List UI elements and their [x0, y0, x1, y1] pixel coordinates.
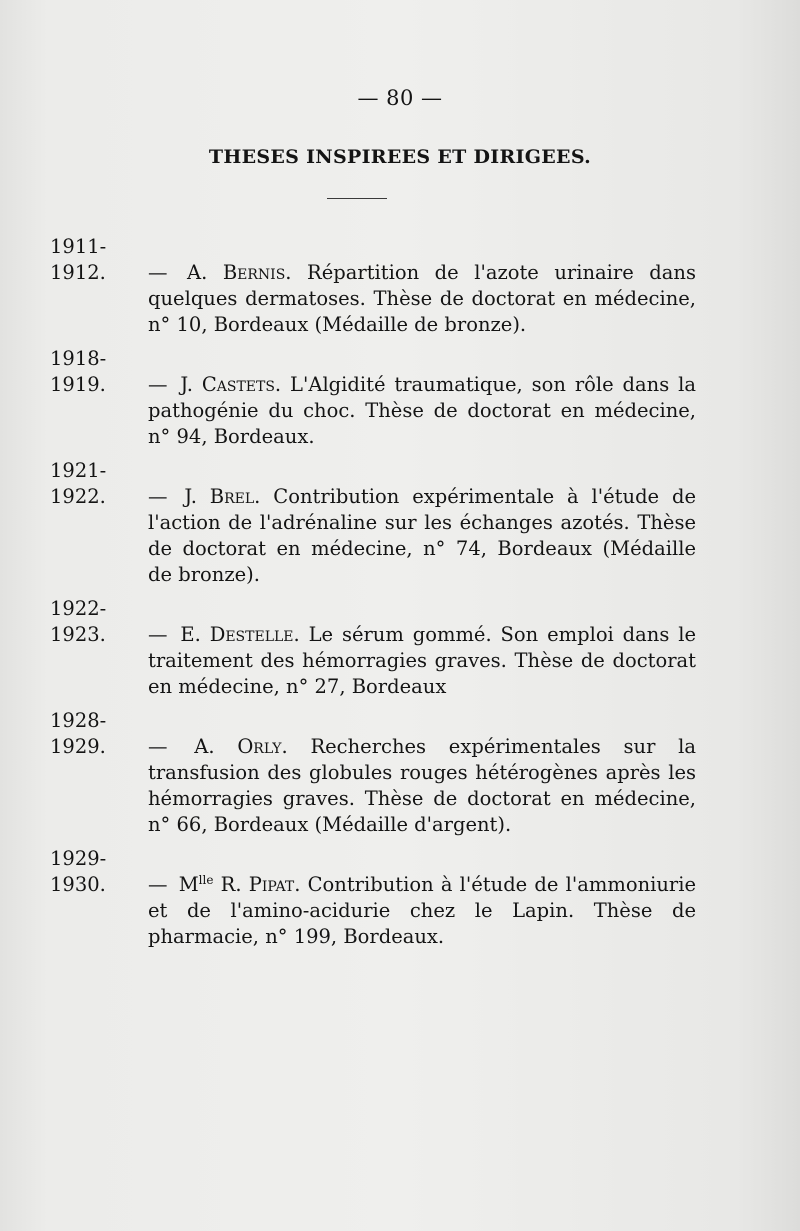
entry-initial: E.	[180, 623, 201, 646]
entry-author: Orly.	[237, 735, 288, 758]
entry-years: 1929-1930.	[50, 847, 107, 896]
entry-text: Contribution à l'étude de l'ammoniurie et de l'amino-acidurie chez le Lapin. Thèse de pharmacie, n° 199, Bordeaux.	[148, 873, 697, 948]
entry-years: 1921-1922.	[50, 459, 107, 508]
entry-text: Contribution expérimentale à l'étude de l'action de l'adrénaline sur les échanges azotés. Thèse de doctorat en médecine, n° 74, Bordeaux (Médaille de bronze).	[148, 485, 696, 586]
entry-dash: —	[148, 735, 168, 758]
entry-years: 1918-1919.	[50, 347, 107, 396]
section-heading: THESES INSPIREES ET DIRIGEES.	[208, 146, 592, 168]
entry-author: Pipat.	[248, 873, 301, 896]
entry-initial: A.	[194, 735, 215, 758]
entry-author: Bernis.	[222, 261, 292, 284]
entry-initial: J.	[184, 485, 197, 508]
entry-dash: —	[148, 485, 168, 508]
thesis-entry	[50, 596, 696, 700]
entry-author: Brel.	[209, 485, 261, 508]
entry-initial: A.	[187, 261, 208, 284]
entry-author: Castets.	[201, 373, 282, 396]
entry-text: Le sérum gommé. Son emploi dans le traitement des hémorragies graves. Thèse de doctorat en médecine, n° 27, Bordeaux	[148, 623, 696, 698]
thesis-entry	[50, 234, 696, 338]
thesis-entry	[50, 708, 696, 838]
entry-text: L'Algidité traumatique, son rôle dans la pathogénie du choc. Thèse de doctorat en médecine, n° 94, Bordeaux.	[148, 373, 696, 448]
thesis-entry	[50, 346, 696, 450]
thesis-entry	[50, 846, 696, 950]
entry-years: 1928-1929.	[50, 709, 107, 758]
entry-author: Destelle.	[209, 623, 300, 646]
entry-dash: —	[148, 623, 168, 646]
entry-years: 1911-1912.	[50, 235, 107, 284]
entry-dash: —	[148, 873, 168, 896]
entry-dash: —	[148, 373, 168, 396]
entry-text: Répartition de l'azote urinaire dans quelques dermatoses. Thèse de doctorat en médecine, n° 10, Bordeaux (Médaille de bronze).	[148, 261, 696, 336]
entry-dash: —	[148, 261, 168, 284]
page-number: — 80 —	[357, 86, 443, 110]
entry-initial: M	[178, 873, 199, 896]
entry-text: Recherches expérimentales sur la transfusion des globules rouges hétérogènes après les hémorragies graves. Thèse de doctorat en médecine, n° 66, Bordeaux (Médaille d'argent).	[148, 735, 697, 836]
entry-initial-superscript: lle	[198, 873, 214, 887]
heading-rule	[327, 198, 387, 199]
entry-years: 1922-1923.	[50, 597, 107, 646]
entry-initial: J.	[180, 373, 193, 396]
thesis-entry	[50, 458, 696, 588]
entry-author-initial: R.	[220, 873, 242, 896]
thesis-list	[50, 234, 696, 958]
